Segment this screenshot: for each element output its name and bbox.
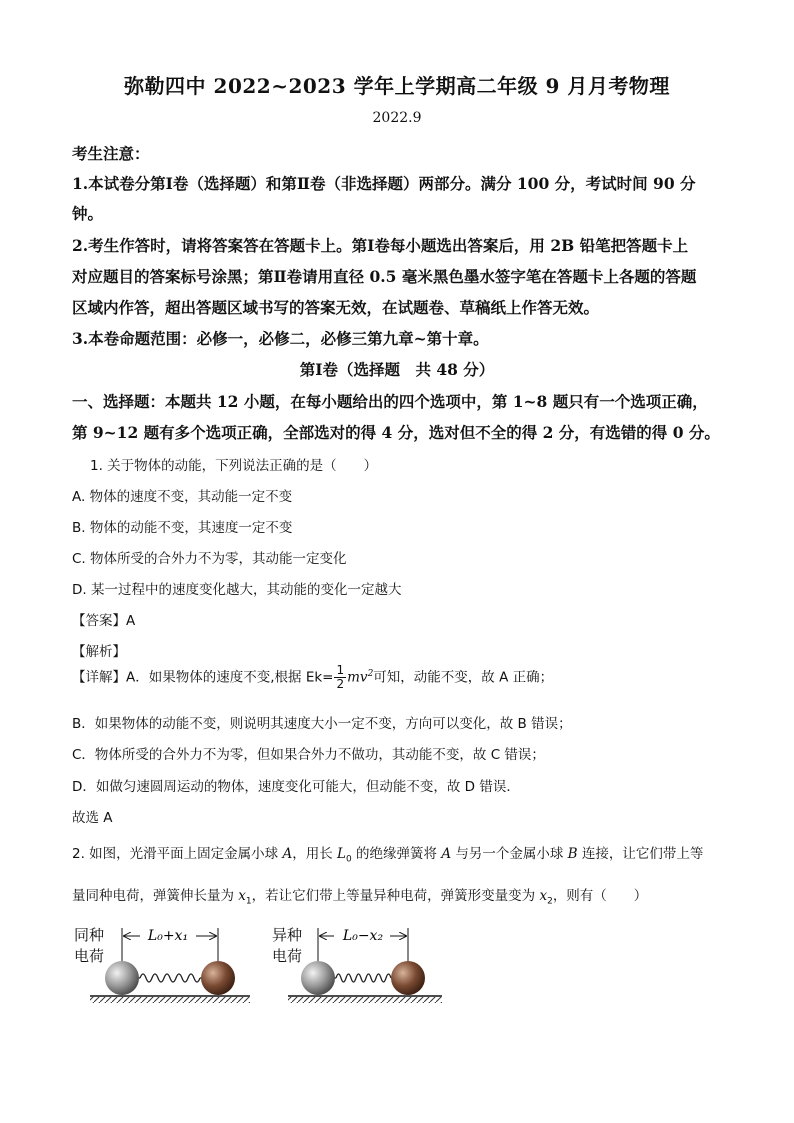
subscript-2: 2 — [547, 896, 553, 907]
section-instructions-1: 一、选择题：本题共 12 小题，在每小题给出的四个选项中，第 1~8 题只有一个选项正确， — [72, 392, 708, 411]
var-l: L — [337, 846, 346, 862]
exam-date: 2022.9 — [372, 110, 422, 126]
notice-line-3: 3.本卷命题范围：必修一，必修二，必修三第九章~第十章。 — [72, 329, 489, 348]
left-spring — [140, 974, 200, 982]
formula-exponent: 2 — [367, 669, 374, 679]
notice-heading: 考生注意： — [72, 144, 150, 163]
question-1-analysis-label: 【解析】 — [72, 644, 126, 660]
question-1-option-d: D. 某一过程中的速度变化越大，其动能的变化一定越大 — [72, 582, 402, 598]
left-label-line-2: 电荷 — [74, 947, 105, 965]
subscript-1: 1 — [245, 896, 252, 907]
fraction-one-half — [334, 664, 346, 691]
q2-text: 的绝缘弹簧将 — [351, 846, 442, 862]
q2-text: 与另一个金属小球 — [451, 846, 568, 862]
var-a: A — [282, 846, 293, 862]
q2-text: ，用长 — [292, 846, 338, 862]
right-ball-a — [301, 961, 335, 995]
question-1-option-b: B. 物体的动能不变，其速度一定不变 — [72, 520, 293, 536]
var-a: A — [441, 846, 452, 862]
var-b: B — [567, 846, 578, 862]
fraction-denominator: 2 — [336, 677, 345, 691]
q2-text: 2. 如图，光滑平面上固定金属小球 — [72, 846, 283, 862]
section-title: 第Ⅰ卷（选择题 共 48 分） — [299, 360, 495, 379]
detail-prefix: 【详解】A．如果物体的速度不变,根据 Ek= — [72, 669, 334, 686]
question-1-explanation-d: D．如做匀速圆周运动的物体，速度变化可能大，但动能不变，故 D 错误． — [72, 779, 520, 795]
notice-line-1: 1.本试卷分第Ⅰ卷（选择题）和第Ⅱ卷（非选择题）两部分。满分 100 分，考试时间 90 分 — [72, 174, 696, 193]
right-label-line-2: 电荷 — [272, 947, 303, 965]
question-2-line-2 — [72, 884, 647, 907]
question-1-answer: 【答案】A — [72, 613, 136, 629]
notice-line-2a: 2.考生作答时，请将答案答在答题卡上。第Ⅰ卷每小题选出答案后，用 2B 铅笔把答题卡上 — [72, 236, 689, 255]
question-1-stem: 1. 关于物体的动能，下列说法正确的是（ ） — [90, 458, 378, 474]
left-label-line-1: 同种 — [74, 926, 105, 944]
question-1-explanation-b: B．如果物体的动能不变，则说明其速度大小一定不变，方向可以变化，故 B 错误； — [72, 716, 572, 732]
notice-line-2b: 对应题目的答案标号涂黑；第Ⅱ卷请用直径 0.5 毫米黑色墨水签字笔在答题卡上各题的答题 — [72, 267, 697, 286]
left-diagram — [90, 928, 250, 1003]
detail-suffix: 可知，动能不变，故 A 正确； — [373, 669, 554, 686]
right-label-line-1: 异种 — [272, 926, 303, 944]
q2-text: 连接，让它们带上等 — [577, 846, 704, 862]
question-1-detail — [72, 664, 553, 691]
question-1-explanation-c: C．物体所受的合外力不为零，但如果合外力不做功，其动能不变，故 C 错误； — [72, 747, 545, 763]
question-1-option-c: C. 物体所受的合外力不为零，其动能一定变化 — [72, 551, 347, 567]
subscript-0: 0 — [345, 854, 352, 865]
question-1-option-a: A. 物体的速度不变，其动能一定不变 — [72, 489, 293, 505]
right-diagram — [288, 928, 442, 1003]
right-spring — [336, 974, 391, 982]
q2-text: ，则有（ ） — [552, 888, 648, 904]
left-ball-b — [201, 961, 235, 995]
left-dimension-label: L₀+x₁ — [147, 928, 189, 944]
left-ball-a — [105, 961, 139, 995]
question-1-conclusion: 故选 A — [72, 810, 113, 826]
fraction-numerator: 1 — [336, 663, 345, 677]
q2-text: ，若让它们带上等量异种电荷，弹簧形变量变为 — [251, 888, 540, 904]
q2-text: 量同种电荷，弹簧伸长量为 — [72, 888, 239, 904]
notice-line-2c: 区域内作答，超出答题区域书写的答案无效，在试题卷、草稿纸上作答无效。 — [72, 298, 600, 317]
right-dimension-label: L₀−x₂ — [342, 928, 384, 944]
page-title: 弥勒四中 2022~2023 学年上学期高二年级 9 月月考物理 — [124, 74, 670, 98]
kinetic-formula: mv — [347, 669, 368, 686]
spring-figure — [88, 918, 468, 1008]
right-ground-hatch — [288, 997, 442, 1003]
notice-line-1b: 钟。 — [72, 204, 104, 223]
var-x: x — [539, 888, 548, 904]
left-ground-hatch — [90, 997, 250, 1003]
var-x: x — [238, 888, 246, 904]
question-2-line-1 — [72, 842, 703, 865]
right-ball-b — [391, 961, 425, 995]
section-instructions-2: 第 9~12 题有多个选项正确，全部选对的得 4 分，选对但不全的得 2 分，有选错的得 0 分。 — [72, 423, 720, 442]
